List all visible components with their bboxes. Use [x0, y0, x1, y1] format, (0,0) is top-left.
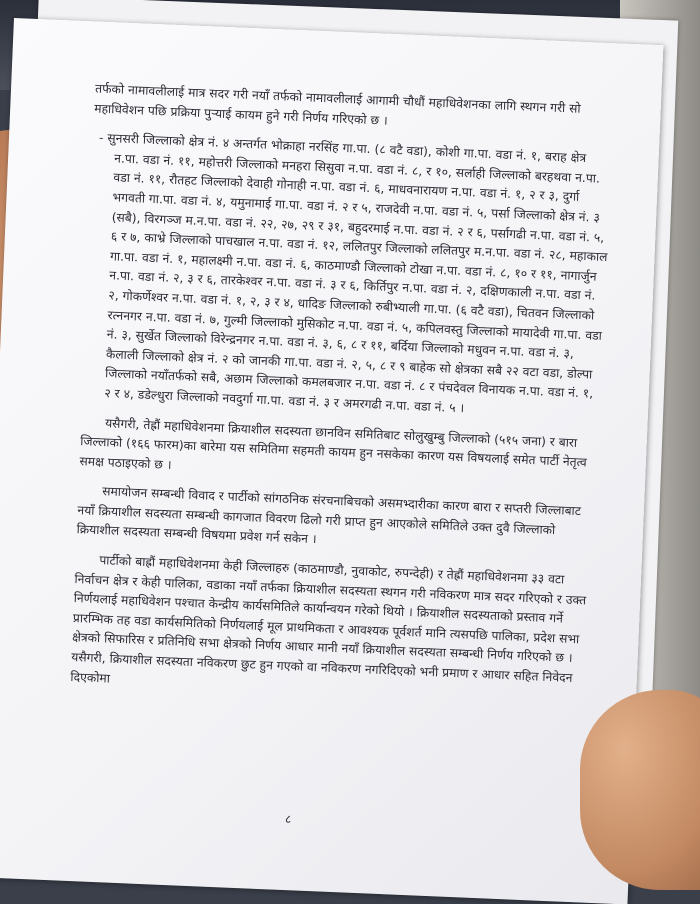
paragraph-3: यसैगरी, तेह्रौं महाधिवेशनमा क्रियाशील सदस्यता छानविन समितिबाट सोलुखुम्बु जिल्लाको (५१५ जना) र बारा जिल्लाको (१६६ फारम)का बारेमा यस समितिमा सहमती कायम हुन नसकेका कारण यस विषयलाई समेत पार्टी नेतृत्व समक्ष पठाइएको छ । — [79, 415, 588, 472]
paragraph-2-bullet: - सुनसरी जिल्लाको क्षेत्र नं. ४ अन्तर्गत भोक्राहा नरसिंह गा.पा. (८ वटै वडा), कोशी गा.पा. वडा नं. १, बराह क्षेत्र न.पा. वडा नं. ११, महोत्तरी जिल्लाको मनहरा सिसुवा न.पा. वडा नं. ८, र १०, सर्लाही जिल्लाको बरहथवा न.पा. वडा नं. ११, रौतहट जिल्लाको देवाही गोनाही न.पा. वडा नं. ६, माधवनारायण न.पा. वडा नं. १, २ र ३, दुर्गा भगवती गा.पा. वडा नं. ४, यमुनामाई गा.पा. वडा नं. २ र ५, राजदेवी न.पा. वडा नं. ५, पर्सा जिल्लाको क्षेत्र नं. ३ (सबै), विरगञ्ज म.न.पा. वडा नं. २२, २७, २९ र ३१, बहुदरमाई न.पा. वडा नं. २ र ६, पर्सागढी न.पा. वडा नं. ५, ६ र ७, काभ्रे जिल्लाको पाचखाल न.पा. वडा नं. १२, ललितपुर जिल्लाको ललितपुर म.न.पा. वडा नं. २८, महाकाल गा.पा. वडा नं. १, महालक्ष्मी न.पा. वडा नं. ६, काठमाण्डौ जिल्लाको टोखा न.पा. वडा नं. ८, १० र ११, नागार्जुन न.पा. वडा नं. २, ३ र ६, तारकेश्वर न.पा. वडा नं. ३ र ६, किर्तिपुर न.पा. वडा नं. २, दक्षिणकाली न.पा. वडा नं. २, गोकर्णेश्वर न.पा. वडा नं. १, २, ३ र ४, धादिङ जिल्लाको रुबीभ्याली गा.पा. (६ वटै वडा), चितवन जिल्लाको रत्ननगर न.पा. वडा नं. ७, गुल्मी जिल्लाको मुसिकोट न.पा. वडा नं. ५, कपिलवस्तु जिल्लाको मायादेवी गा.पा. वडा नं. ३, सुर्खेत जिल्लाको विरेन्द्रनगर न.पा. वडा नं. ३, ६, ८ र ११, बर्दिया जिल्लाको मधुवन न.पा. वडा नं. ३, कैलाली जिल्लाको क्षेत्र नं. २ को जानकी गा.पा. वडा नं. २, ५, ८ र ९ बाहेक सो क्षेत्रका सबै २२ वटा वडा, डोल्पा जिल्लाको नयाँतर्फको सबै, अछाम जिल्लाको कमलबजार न.पा. वडा नं. ८ र पंचदेवल विनायक न.पा. वडा नं. १, २ र ४, डडेल्धुरा जिल्लाको नवदुर्गा गा.पा. वडा नं. ३ र अमरगढी न.पा. वडा नं. ५ । — [98, 130, 608, 416]
right-hand — [580, 690, 700, 890]
document-body — [70, 79, 615, 718]
paragraph-4: समायोजन सम्बन्धी विवाद र पार्टीको सांगठनिक संरचनाबिचको असमभ्दारीका कारण बारा र सप्तरी जिल्लाबाट नयाँ क्रियाशील सदस्यता सम्बन्धी कागजात विवरण ढिलो गरी प्राप्त हुन आएकोले समितिले उक्त दुवै जिल्लाको क्रियाशील सदस्यता सम्बन्धी विषयमा प्रवेश गर्न सकेन । — [76, 484, 582, 547]
page-number: ८ — [284, 811, 292, 827]
paragraph-1: तर्फको नामावलीलाई मात्र सदर गरी नयाँ तर्फको नामावलीलाई आगामी चौधौं महाधिवेशनका लागि स्थगन गरी सो महाधिवेशन पछि प्रक्रिया पुऱ्याई कायम हुने गरी निर्णय गरिएको छ । — [94, 81, 581, 128]
paragraph-5: पार्टीको बाह्रौं महाधिवेशनमा केही जिल्लाहरु (काठमाण्डौ, नुवाकोट, रुपन्देही) र तेह्रौं महाधिवेशनमा ३३ वटा निर्वाचन क्षेत्र र केही पालिका, वडाका नयाँ तर्फका क्रियाशील सदस्यता स्थगन गरी नविकरण मात्र सदर गरिएको र उक्त निर्णयलाई महाधिवेशन पश्चात केन्द्रीय कार्यसमितिले कार्यान्वयन गरेको थियो । क्रियाशील सदस्यताको प्रस्ताव गर्ने प्रारम्भिक तह वडा कार्यसमितिको निर्णयलाई मूल प्राथमिकता र आवश्यक पूर्वशर्त मानि त्यसपछि पालिका, प्रदेश सभा क्षेत्रको सिफारिस र प्रतिनिधि सभा क्षेत्रको निर्णय आधार मानी नयाँ क्रियाशील सदस्यता सम्बन्धी निर्णय गरिएको छ । यसैगरी, क्रियाशील सदस्यता नविकरण छुट हुन गएको वा नविकरण नगरिदिएको भनी प्रमाण र आधार सहित निवेदन दिएकोमा — [70, 553, 587, 686]
document-page — [0, 18, 663, 904]
